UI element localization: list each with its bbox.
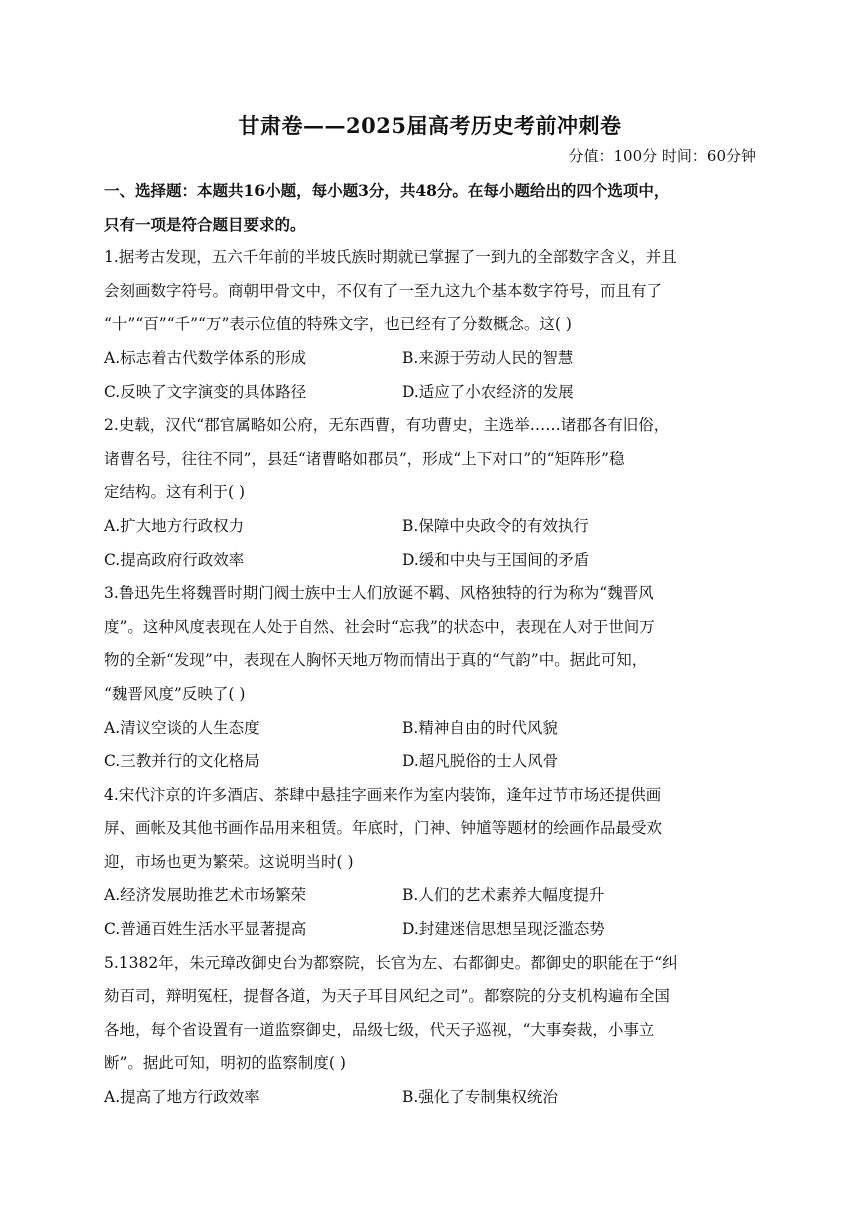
question-line: 劾百司，辩明冤枉，提督各道，为天子耳目风纪之司”。都察院的分支机构遍布全国	[104, 987, 670, 1006]
option-row	[104, 342, 756, 376]
question-line: “十”“百”“千”“万”表示位值的特殊文字，也已经有了分数概念。这( )	[104, 315, 572, 334]
option-b[interactable]: B.保障中央政令的有效执行	[402, 516, 589, 535]
option-c[interactable]: C.普通百姓生活水平显著提高	[104, 920, 307, 939]
option-row	[104, 879, 756, 913]
section-header-line: 一、选择题：本题共16小题，每小题3分，共48分。在每小题给出的四个选项中，	[104, 181, 670, 200]
option-row	[104, 1081, 756, 1115]
option-d[interactable]: D.封建迷信思想呈现泛滥态势	[402, 920, 605, 939]
option-a[interactable]: A.扩大地方行政权力	[104, 516, 245, 535]
option-b[interactable]: B.来源于劳动人民的智慧	[402, 348, 574, 367]
option-row	[104, 544, 756, 578]
question-line: 3.鲁迅先生将魏晋时期门阀士族中士人们放诞不羁、风格独特的行为称为“魏晋风	[104, 584, 654, 603]
option-d[interactable]: D.超凡脱俗的士人风骨	[402, 752, 559, 771]
option-row	[104, 376, 756, 410]
question-line: 2.史载，汉代“郡官属略如公府，无东西曹，有功曹史，主选举……诸郡各有旧俗，	[104, 416, 670, 435]
option-row	[104, 913, 756, 947]
question-3	[104, 577, 756, 779]
question-line: 物的全新“发现”中，表现在人胸怀天地万物而情出于真的“气韵”中。据此可知，	[104, 651, 648, 670]
question-5	[104, 947, 756, 1115]
question-line: 迎，市场也更为繁荣。这说明当时( )	[104, 852, 354, 871]
option-a[interactable]: A.经济发展助推艺术市场繁荣	[104, 886, 307, 905]
score-time-info: 分值：100分 时间：60分钟	[568, 147, 756, 165]
option-a[interactable]: A.提高了地方行政效率	[104, 1088, 260, 1107]
option-row	[104, 712, 756, 746]
question-4	[104, 779, 756, 947]
question-1	[104, 241, 756, 409]
section-header	[104, 174, 756, 241]
option-d[interactable]: D.适应了小农经济的发展	[402, 382, 574, 401]
option-a[interactable]: A.清议空谈的人生态度	[104, 718, 260, 737]
question-line: 会刻画数字符号。商朝甲骨文中，不仅有了一至九这九个基本数字符号，而且有了	[104, 281, 663, 300]
question-line: 屏、画帐及其他书画作品用来租赁。年底时，门神、钟馗等题材的绘画作品最受欢	[104, 819, 663, 838]
option-d[interactable]: D.缓和中央与王国间的矛盾	[402, 550, 590, 569]
option-b[interactable]: B.人们的艺术素养大幅度提升	[402, 886, 605, 905]
question-line: 度”。这种风度表现在人处于自然、社会时“忘我”的状态中，表现在人对于世间万	[104, 617, 655, 636]
option-c[interactable]: C.提高政府行政效率	[104, 550, 245, 569]
option-c[interactable]: C.三教并行的文化格局	[104, 752, 260, 771]
option-a[interactable]: A.标志着古代数学体系的形成	[104, 348, 307, 367]
option-row	[104, 745, 756, 779]
question-line: “魏晋风度”反映了( )	[104, 684, 246, 703]
question-line: 定结构。这有利于( )	[104, 483, 246, 502]
question-2	[104, 409, 756, 577]
option-b[interactable]: B.强化了专制集权统治	[402, 1088, 558, 1107]
page-title: 甘肃卷——2025届高考历史考前冲刺卷	[238, 113, 622, 138]
option-b[interactable]: B.精神自由的时代风貌	[402, 718, 558, 737]
option-row	[104, 510, 756, 544]
section-header-line: 只有一项是符合题目要求的。	[104, 214, 306, 234]
option-c[interactable]: C.反映了文字演变的具体路径	[104, 382, 307, 401]
question-line: 诸曹名号，往往不同”，县廷“诸曹略如郡员”，形成“上下对口”的“矩阵形”稳	[104, 449, 625, 468]
question-line: 1.据考古发现，五六千年前的半坡氏族时期就已掌握了一到九的全部数字含义，并且	[104, 248, 677, 267]
question-line: 各地，每个省设置有一道监察御史，品级七级，代天子巡视，“大事奏裁，小事立	[104, 1020, 655, 1039]
question-line: 5.1382年，朱元璋改御史台为都察院，长官为左、右都御史。都御史的职能在于“纠	[104, 953, 678, 972]
question-line: 4.宋代汴京的许多酒店、茶肆中悬挂字画来作为室内装饰，逢年过节市场还提供画	[104, 785, 662, 804]
question-line: 断”。据此可知，明初的监察制度( )	[104, 1054, 346, 1073]
exam-content	[104, 174, 756, 1115]
